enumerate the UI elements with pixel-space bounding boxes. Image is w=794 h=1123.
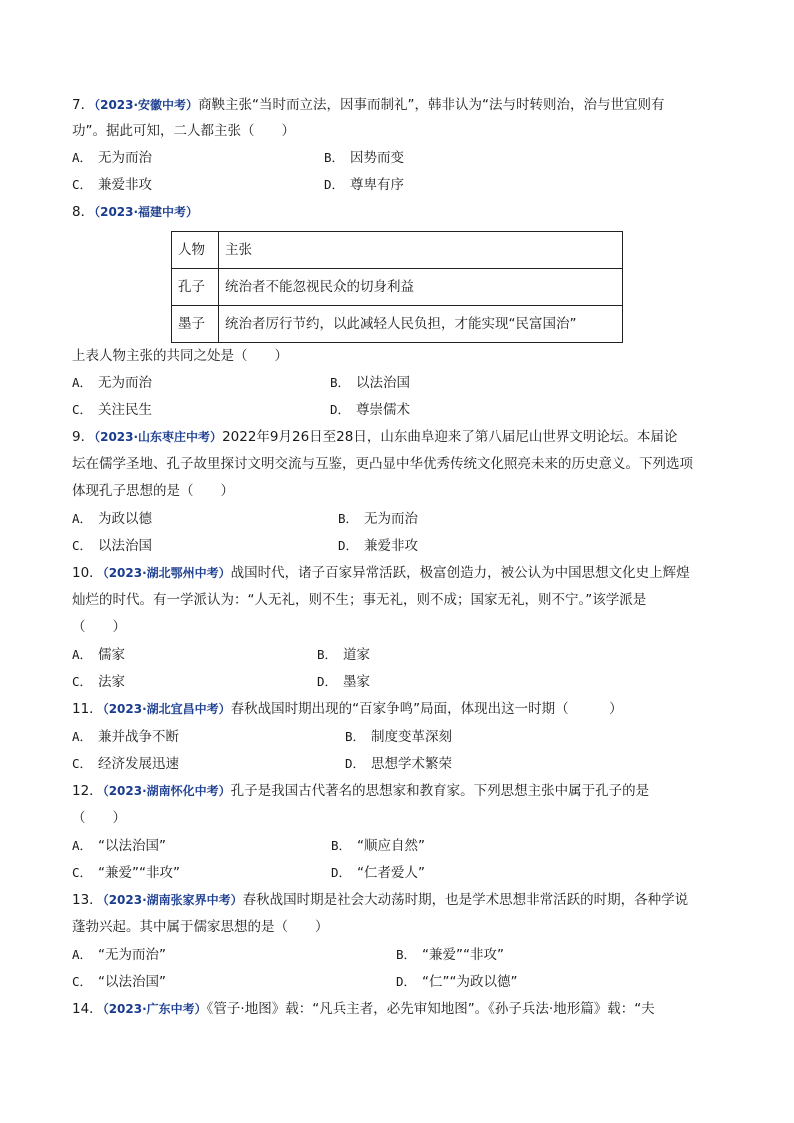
- question-10-options-row-1: [72, 646, 732, 664]
- table-cell: 孔子: [172, 269, 219, 306]
- question-text: 春秋战国时期是社会大动荡时期，也是学术思想非常活跃的时期，各种学说: [242, 892, 689, 908]
- question-number: 12．: [72, 783, 103, 799]
- question-number: 13．: [72, 892, 103, 908]
- question-7-line-2: 功”。据此可知，二人都主张（ ）: [72, 123, 295, 139]
- question-text: 战国时代，诸子百家异常活跃，极富创造力，被公认为中国思想文化史上辉煌: [230, 565, 690, 581]
- question-13-line-2: 蓬勃兴起。其中属于儒家思想的是（ ）: [72, 919, 329, 935]
- option-b[interactable]: B． 道家: [317, 647, 370, 663]
- table-cell: 统治者厉行节约，以此减轻人民负担，才能实现“民富国治”: [219, 306, 623, 343]
- question-text: 商鞅主张“当时而立法，因事而制礼”，韩非认为“法与时转则治，治与世宜则有: [198, 97, 665, 113]
- option-b[interactable]: B． 无为而治: [338, 511, 418, 527]
- table-cell: 统治者不能忽视民众的切身利益: [219, 269, 623, 306]
- question-text: 春秋战国时期出现的“百家争鸣”局面，体现出这一时期（ ）: [230, 701, 623, 717]
- question-8-line-1: [72, 203, 198, 221]
- option-d[interactable]: D． 尊崇儒术: [330, 402, 410, 418]
- question-11-options-row-2: [72, 755, 732, 773]
- option-d[interactable]: D． 尊卑有序: [324, 177, 404, 193]
- option-b[interactable]: B． 制度变革深刻: [345, 729, 452, 745]
- question-11-line-1: [72, 700, 623, 718]
- question-source: （2023·湖北宜昌中考）: [102, 702, 231, 716]
- question-9-line-1: [72, 428, 677, 446]
- option-a[interactable]: A． 为政以德: [72, 511, 152, 527]
- question-10-line-1: [72, 564, 690, 582]
- option-c[interactable]: C． “以法治国”: [72, 974, 166, 990]
- table-header-row: [172, 232, 623, 269]
- table-cell: 人物: [172, 232, 219, 269]
- option-b[interactable]: B． 因势而变: [324, 150, 404, 166]
- question-text: 2022年9月26日至28日，山东曲阜迎来了第八届尼山世界文明论坛。本届论: [222, 429, 678, 445]
- option-c[interactable]: C． 关注民生: [72, 402, 152, 418]
- question-9-options-row-1: [72, 510, 732, 528]
- question-text: 孔子是我国古代著名的思想家和教育家。下列思想主张中属于孔子的是: [230, 783, 650, 799]
- table-row: [172, 269, 623, 306]
- option-d[interactable]: D． “仁”“为政以德”: [396, 974, 518, 990]
- option-a[interactable]: A． “以法治国”: [72, 838, 166, 854]
- question-12-line-2: （ ）: [72, 810, 126, 826]
- question-10-line-3: （ ）: [72, 619, 126, 635]
- question-source: （2023·湖南张家界中考）: [102, 893, 243, 907]
- question-9-line-2: 坛在儒学圣地、孔子故里探讨文明交流与互鉴，更凸显中华优秀传统文化照亮未来的历史意义。下列选项: [72, 456, 693, 472]
- question-number: 11．: [72, 701, 103, 717]
- option-a[interactable]: A． 儒家: [72, 647, 125, 663]
- option-d[interactable]: D． “仁者爱人”: [331, 865, 425, 881]
- option-d[interactable]: D． 思想学术繁荣: [345, 756, 452, 772]
- question-7-options-row-1: [72, 149, 732, 167]
- question-8-options-row-1: [72, 374, 732, 392]
- question-13-options-row-2: [72, 973, 732, 991]
- question-14-line-1: [72, 1000, 655, 1018]
- question-number: 7．: [72, 97, 95, 113]
- question-source: （2023·山东枣庄中考）: [94, 430, 223, 444]
- question-source: （2023·湖南怀化中考）: [102, 784, 231, 798]
- question-number: 9．: [72, 429, 95, 445]
- question-10-options-row-2: [72, 673, 732, 691]
- option-a[interactable]: A． 兼并战争不断: [72, 729, 179, 745]
- option-b[interactable]: B． “兼爱”“非攻”: [396, 947, 504, 963]
- question-11-options-row-1: [72, 728, 732, 746]
- question-12-line-1: [72, 782, 649, 800]
- question-source: （2023·湖北鄂州中考）: [102, 566, 231, 580]
- option-c[interactable]: C． “兼爱”“非攻”: [72, 865, 180, 881]
- option-d[interactable]: D． 墨家: [317, 674, 370, 690]
- question-source: （2023·福建中考）: [94, 205, 199, 219]
- option-a[interactable]: A． “无为而治”: [72, 947, 166, 963]
- question-8-table: [171, 231, 623, 343]
- question-8-stem: 上表人物主张的共同之处是（ ）: [72, 348, 288, 364]
- option-c[interactable]: C． 经济发展迅速: [72, 756, 179, 772]
- question-13-line-1: [72, 891, 688, 909]
- question-number: 8．: [72, 204, 95, 220]
- question-number: 14．: [72, 1001, 103, 1017]
- option-b[interactable]: B． “顺应自然”: [331, 838, 425, 854]
- question-source: （2023·安徽中考）: [94, 98, 199, 112]
- question-7-line-1: [72, 96, 665, 114]
- question-13-options-row-1: [72, 946, 732, 964]
- question-9-line-3: 体现孔子思想的是（ ）: [72, 483, 234, 499]
- table-row: [172, 306, 623, 343]
- question-10-line-2: 灿烂的时代。有一学派认为：“人无礼，则不生；事无礼，则不成；国家无礼，则不宁。”该学派是: [72, 592, 647, 608]
- question-source: （2023·广东中考）: [102, 1002, 207, 1016]
- option-c[interactable]: C． 以法治国: [72, 538, 152, 554]
- table-cell: 主张: [219, 232, 623, 269]
- question-12-options-row-2: [72, 864, 732, 882]
- question-number: 10．: [72, 565, 103, 581]
- table-cell: 墨子: [172, 306, 219, 343]
- option-d[interactable]: D． 兼爱非攻: [338, 538, 418, 554]
- option-a[interactable]: A． 无为而治: [72, 375, 152, 391]
- question-12-options-row-1: [72, 837, 732, 855]
- option-b[interactable]: B． 以法治国: [330, 375, 410, 391]
- option-c[interactable]: C． 法家: [72, 674, 125, 690]
- option-a[interactable]: A． 无为而治: [72, 150, 152, 166]
- question-text: 《管子·地图》载：“凡兵主者，必先审知地图”。《孙子兵法·地形篇》载：“夫: [206, 1001, 655, 1017]
- question-8-options-row-2: [72, 401, 732, 419]
- option-c[interactable]: C． 兼爱非攻: [72, 177, 152, 193]
- question-9-options-row-2: [72, 537, 732, 555]
- question-7-options-row-2: [72, 176, 732, 194]
